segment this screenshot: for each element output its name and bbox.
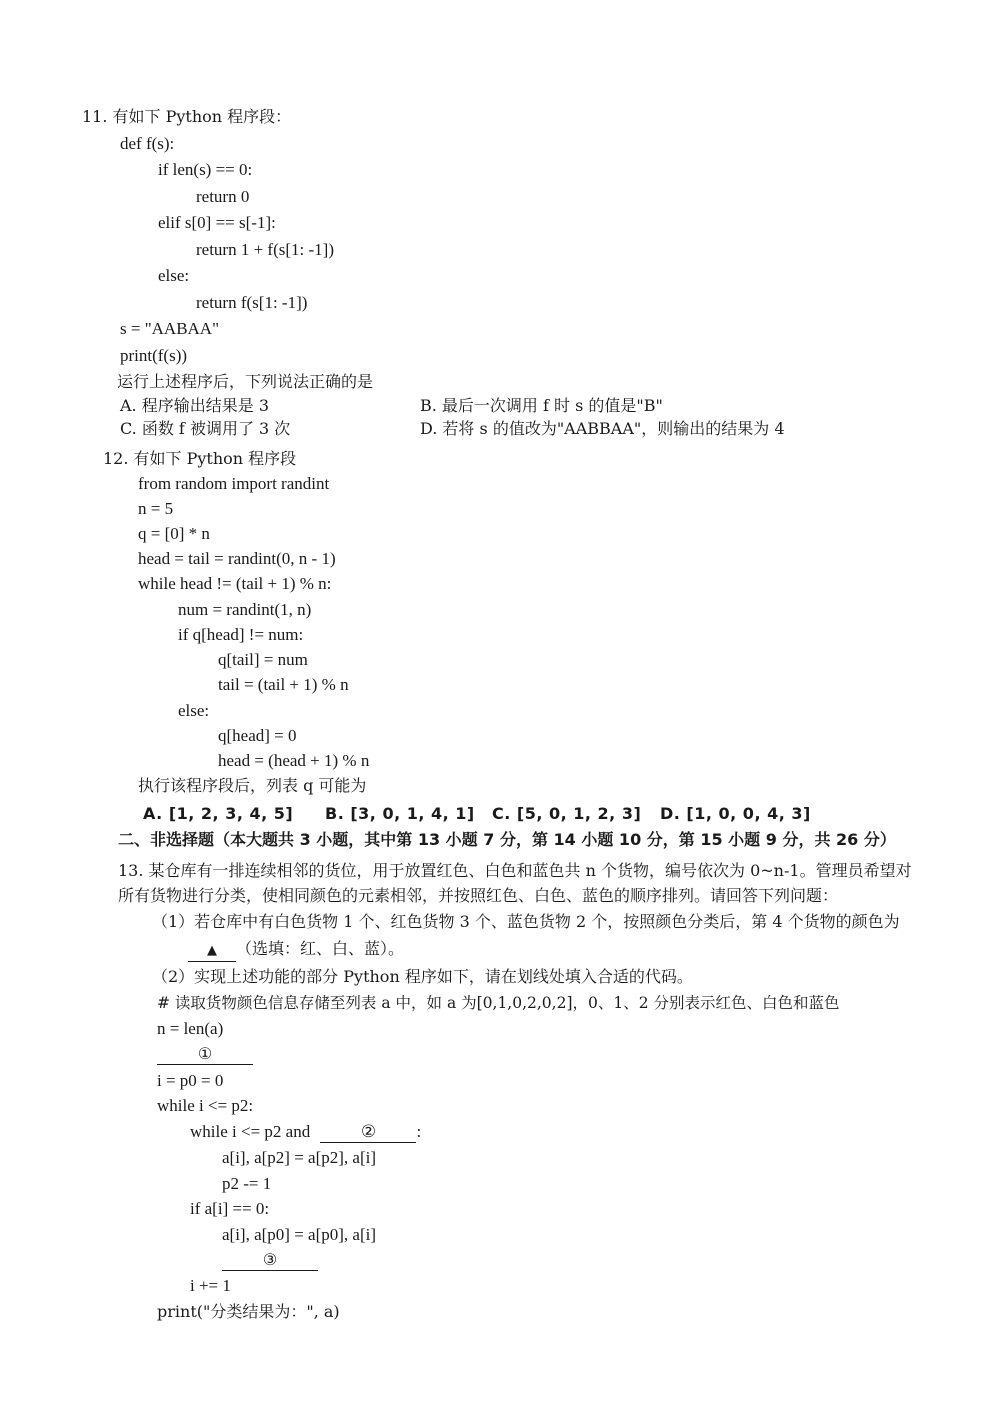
q13-code-line: n = len(a) [157,1019,224,1038]
section2-title: 二、非选择题（本大题共 3 小题，其中第 13 小题 7 分，第 14 小题 10 分，第 15 小题 9 分，共 26 分） [118,830,896,849]
q11-code-line: return 1 + f(s[1: -1]) [196,240,334,259]
q13-stem-line1: 13. 某仓库有一排连续相邻的货位，用于放置红色、白色和蓝色共 n 个货物，编号依次为 0~n-1。管理员希望对 [118,861,912,880]
q11-option-d: D. 若将 s 的值改为"AABBAA"，则输出的结果为 4 [420,419,785,438]
q13-blank3-line [222,1249,318,1271]
q11-code-line: else: [158,266,190,285]
q13-blank1-line [157,1043,253,1065]
q13-stem-line2: 所有货物进行分类，使相同颜色的元素相邻，并按照红色、白色、蓝色的顺序排列。请回答下列问题： [118,886,839,905]
q12-code-line: q = [0] * n [138,524,210,543]
q12-code-line: else: [178,701,210,720]
q13-part1-hint: （选填：红、白、蓝）。 [236,939,405,958]
q12-option-d: D. [1, 0, 0, 4, 3] [660,804,811,823]
q13-code-line: p2 -= 1 [222,1174,272,1193]
q12-code-line: q[tail] = num [218,650,308,669]
q11-option-b: B. 最后一次调用 f 时 s 的值是"B" [420,396,663,415]
q12-option-a: A. [1, 2, 3, 4, 5] [143,804,294,823]
q12-stem: 12. 有如下 Python 程序段 [103,449,297,468]
q13-code-line: a[i], a[p2] = a[p2], a[i] [222,1148,377,1167]
q12-code-line: head = tail = randint(0, n - 1) [138,549,336,568]
q13-code-line: while i <= p2: [157,1096,254,1115]
q12-code-line: tail = (tail + 1) % n [218,675,349,694]
q13-code-line: print("分类结果为：", a) [157,1302,340,1321]
q11-code-line: def f(s): [120,134,175,153]
q11-option-c: C. 函数 f 被调用了 3 次 [120,419,291,438]
q11-code-line: if len(s) == 0: [158,160,253,179]
q11-code-line: elif s[0] == s[-1]: [158,213,276,232]
q13-while-inner: while i <= p2 and [190,1122,311,1141]
q13-code-line [190,1121,421,1143]
q13-blank3[interactable]: ③ [222,1250,318,1271]
q12-option-b: B. [3, 0, 1, 4, 1] [325,804,475,823]
q13-part1: （1）若仓库中有白色货物 1 个、红色货物 3 个、蓝色货物 2 个，按照颜色分类后，第 4 个货物的颜色为 [152,912,900,931]
q11-code-line: print(f(s)) [120,346,188,365]
q12-question: 执行该程序段后，列表 q 可能为 [138,776,367,795]
q11-option-a: A. 程序输出结果是 3 [120,396,269,415]
q12-code-line: n = 5 [138,499,174,518]
q12-option-c: C. [5, 0, 1, 2, 3] [492,804,642,823]
q13-code-line: i = p0 = 0 [157,1071,224,1090]
q13-colon: : [416,1122,422,1141]
q13-code-line: if a[i] == 0: [190,1199,270,1218]
q12-code-line: num = randint(1, n) [178,600,312,619]
q12-code-line: head = (head + 1) % n [218,751,370,770]
q11-question: 运行上述程序后，下列说法正确的是 [117,372,374,391]
q13-blank1[interactable]: ① [157,1044,253,1065]
q13-code-line: a[i], a[p0] = a[p0], a[i] [222,1225,377,1244]
q12-code-line: q[head] = 0 [218,726,297,745]
q13-part1-answer [188,938,404,962]
q13-code-line: i += 1 [190,1276,231,1295]
q13-blank2[interactable]: ② [320,1122,416,1143]
q11-code-line: return 0 [196,187,250,206]
q13-part1-blank[interactable]: ▲ [188,941,236,962]
q11-stem: 11. 有如下 Python 程序段： [82,107,292,126]
q11-code-line: s = "AABAA" [120,319,220,338]
q12-code-line: from random import randint [138,474,330,493]
q13-part2: （2）实现上述功能的部分 Python 程序如下，请在划线处填入合适的代码。 [152,967,693,986]
q11-code-line: return f(s[1: -1]) [196,293,308,312]
q12-code-line: while head != (tail + 1) % n: [138,574,332,593]
q13-comment: # 读取货物颜色信息存储至列表 a 中，如 a 为[0,1,0,2,0,2]，0、1、2 分别表示红色、白色和蓝色 [157,994,840,1012]
q12-code-line: if q[head] != num: [178,625,304,644]
